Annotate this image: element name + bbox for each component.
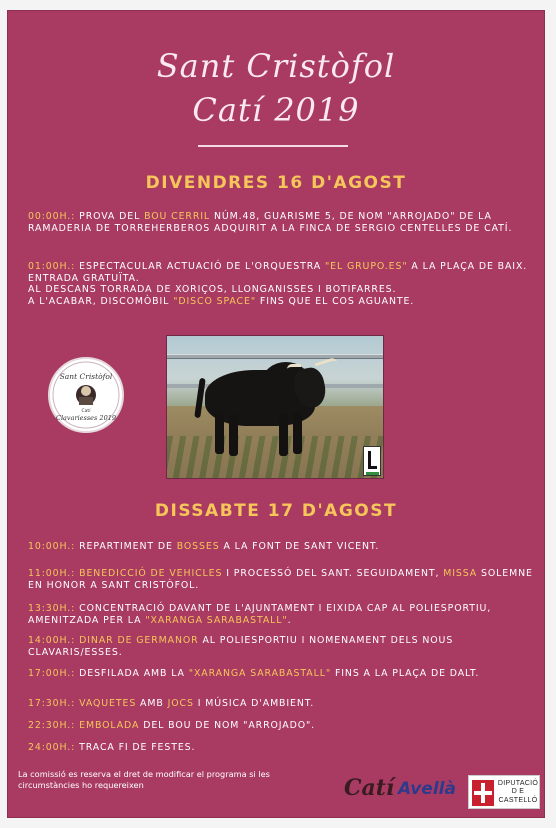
seal-line-1: Sant Cristòfol [59, 372, 113, 381]
cati-logo: Catí [344, 775, 395, 801]
seal-line-3: Clavariesses 2019 [56, 414, 116, 422]
item-highlight: BOU CERRIL [144, 211, 211, 222]
item-text: REPARTIMENT DE [79, 541, 177, 552]
item-highlight: VAQUETES [79, 698, 137, 709]
day2-item-7 [28, 720, 544, 732]
diputacio-line-1: DIPUTACIÓ [497, 780, 539, 787]
item-text: I MÚSICA D'AMBIENT. [193, 698, 315, 709]
day1-item-1 [28, 211, 544, 234]
item-time: 14:00H.: [28, 635, 76, 646]
item-highlight: DINAR DE GERMANOR [79, 635, 199, 646]
item-time: 24:00H.: [28, 742, 76, 753]
item-text: DESFILADA AMB LA [79, 668, 189, 679]
item-text: NÚM.48, GUARISME 5, DE NOM "ARROJADO" DE LA RAMADERIA DE TORREHERBEROS ADQUIRIT A LA FINCA DE SERGIO CENTELLES DE CATÍ. [28, 211, 513, 234]
title-line-2: Catí 2019 [192, 91, 360, 129]
seal-line-2: Catí [81, 409, 91, 414]
item-text: A LA FONT DE SANT VICENT. [219, 541, 380, 552]
item-highlight: "EL GRUPO.ES" [324, 261, 408, 272]
item-highlight: EMBOLADA [79, 720, 140, 731]
day2-item-6 [28, 698, 544, 710]
day2-item-1 [28, 541, 544, 553]
item-highlight: JOCS [167, 698, 194, 709]
item-text: PROVA DEL [79, 211, 145, 222]
day2-item-8 [28, 742, 544, 754]
diputacio-cross-icon [472, 780, 494, 806]
item-highlight: "DISCO SPACE" [173, 295, 257, 307]
item-text: AL POLIESPORTIU I NOMENAMENT DELS NOUS CLAVARIS/ESSES. [28, 635, 454, 658]
day1-item-2 [28, 261, 544, 307]
item-time: 22:30H.: [28, 720, 76, 731]
ranch-logo-icon [363, 446, 381, 476]
item-text: TRACA FI DE FESTES. [79, 742, 196, 753]
item-text: ESPECTACULAR ACTUACIÓ DE L'ORQUESTRA [79, 261, 325, 272]
item-highlight: BOSSES [176, 541, 220, 552]
item-time: 01:00H.: [28, 261, 76, 272]
footer-note: La comissió es reserva el dret de modificar el programa si les circumstàncies ho requereixen [18, 769, 270, 790]
item-highlight: "XARANGA SARABASTALL" [188, 668, 332, 679]
day2-item-3 [28, 603, 544, 626]
item-text: AMB [136, 698, 168, 709]
item-text: . [287, 614, 292, 626]
item-time: 13:30H.: [28, 603, 76, 614]
day2-item-5 [28, 668, 544, 680]
item-highlight: BENEDICCIÓ DE VEHICLES [79, 568, 223, 579]
day1-heading: DIVENDRES 16 D'AGOST [145, 173, 407, 193]
bull-photo [166, 335, 384, 479]
item-time: 17:30H.: [28, 698, 76, 709]
day2-item-4 [28, 635, 544, 658]
festival-poster [7, 10, 545, 818]
title-divider [198, 145, 348, 147]
item-text: A L'ACABAR, DISCOMÒBIL [28, 295, 174, 307]
item-text: FINS QUE EL COS AGUANTE. [256, 295, 415, 307]
diputacio-line-3: CASTELLÓ [498, 796, 538, 804]
item-text: DEL BOU DE NOM "ARROJADO". [139, 720, 316, 731]
seal-graphic [50, 359, 122, 431]
item-text: SOLEMNE EN HONOR A SANT CRISTÒFOL. [28, 568, 533, 591]
item-time: 10:00H.: [28, 541, 76, 552]
item-text: CONCENTRACIÓ DAVANT DE L'AJUNTAMENT I EIXIDA CAP AL POLIESPORTIU, AMENITZADA PER LA [28, 603, 492, 626]
clavariesses-seal [48, 357, 124, 433]
item-time: 11:00H.: [28, 568, 76, 579]
item-highlight: MISSA [443, 568, 478, 579]
item-time: 17:00H.: [28, 668, 76, 679]
item-text: I PROCESSÓ DEL SANT. SEGUIDAMENT, [222, 568, 444, 579]
item-time: 00:00H.: [28, 211, 76, 222]
item-text: A LA PLAÇA DE BAIX. ENTRADA GRATUÏTA. [28, 261, 528, 284]
diputacio-logo [468, 775, 540, 809]
title-line-1: Sant Cristòfol [156, 47, 396, 85]
day2-heading: DISSABTE 17 D'AGOST [154, 501, 398, 521]
diputacio-line-2: D E [511, 788, 525, 796]
item-text: FINS A LA PLAÇA DE DALT. [331, 668, 480, 679]
day2-item-2 [28, 568, 544, 591]
avella-logo: Avellà [398, 779, 456, 799]
item-text: AL DESCANS TORRADA DE XORIÇOS, LLONGANISSES I BOTIFARRES. [28, 284, 397, 296]
item-highlight: "XARANGA SARABASTALL" [145, 614, 288, 626]
